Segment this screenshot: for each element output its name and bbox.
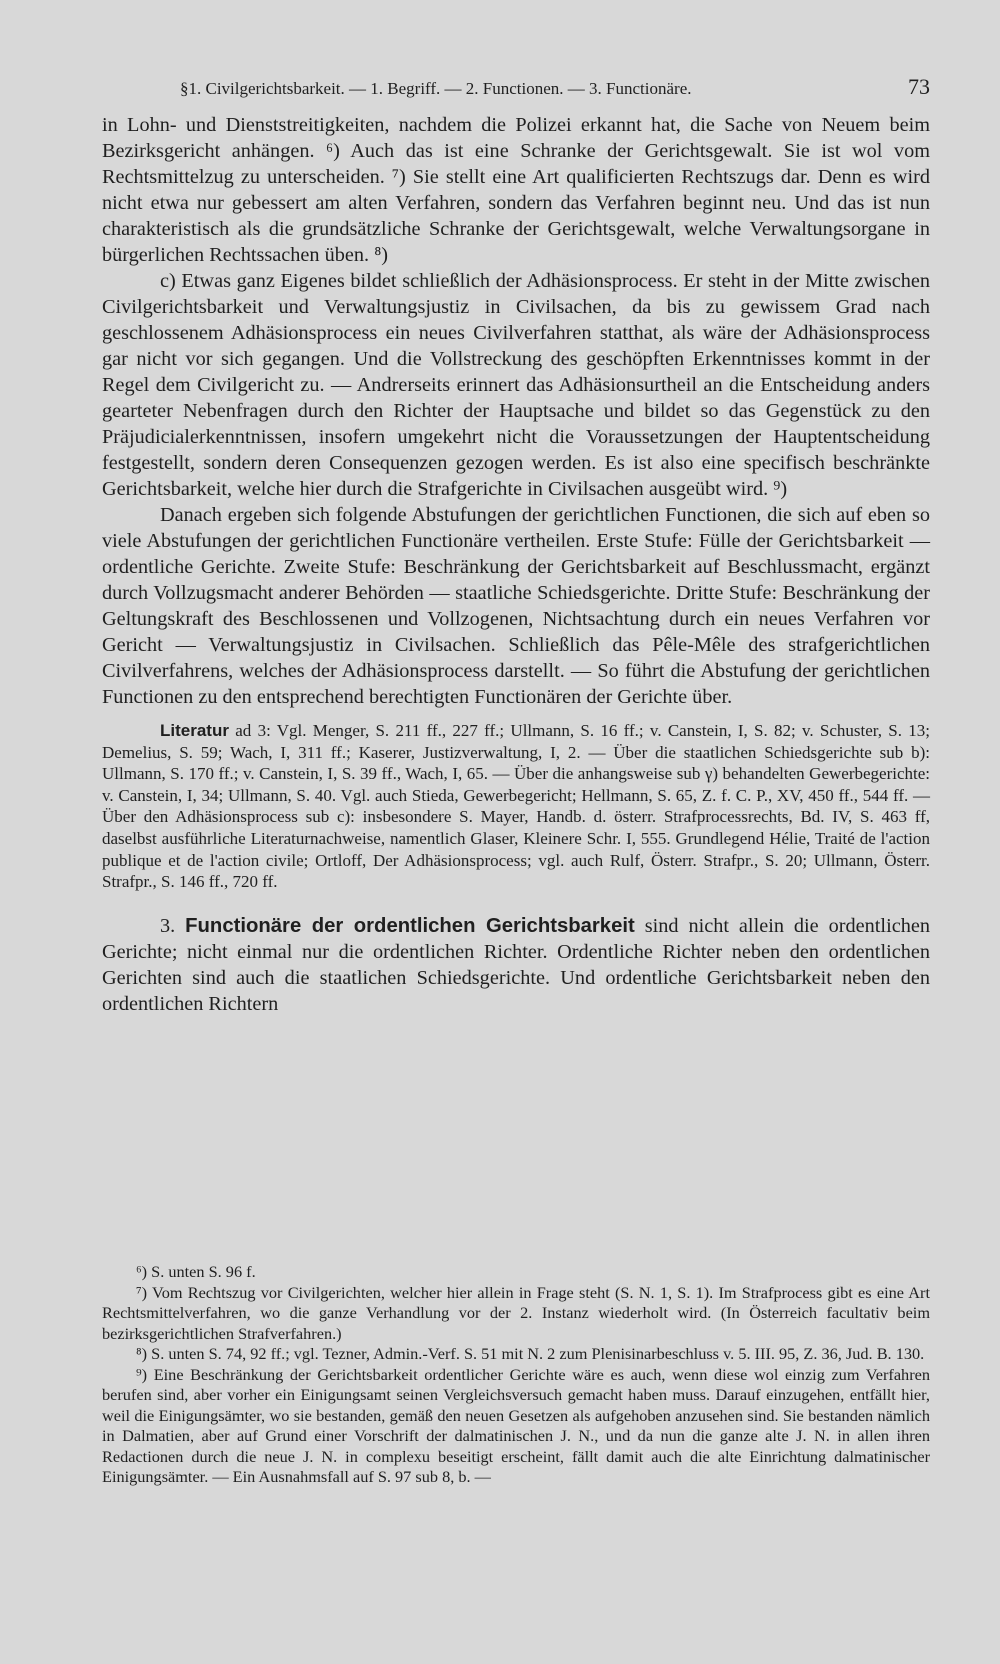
section-text: sind nicht allein die ordentlichen Gerichte; nicht einmal nur die ordentlichen Richter. Ordentliche Richter neben den ordentlichen Gerichten sind auch die staatlichen Schiedsgerichte. Und ordentliche Gerichtsbarkeit neben den ordentlichen Richtern bbox=[102, 914, 930, 1015]
section-heading: Functionäre der ordentlichen Gerichtsbarkeit bbox=[185, 914, 635, 937]
paragraph-3: Danach ergeben sich folgende Abstufungen der gerichtlichen Functionen, die sich auf eben so viele Abstufungen der gerichtlichen Functionäre vertheilen. Erste Stufe: Fülle der Gerichtsbarkeit — ordentliche Gerichte. Zweite Stufe: Beschränkung der Gerichtsbarkeit auf Beschlussmacht, ergänzt durch Vollzugsmacht anderer Behörden — staatliche Schiedsgerichte. Dritte Stufe: Beschränkung der Geltungskraft des Beschlossenen und Vollzogenen, Nichtsachtung durch ein neues Verfahren vor Gericht — Verwaltungsjustiz in Civilsachen. Schließlich das Pêle-Mêle des strafgerichtlichen Civilverfahrens, welches der Adhäsionsprocess darstellt. — So führt die Abstufung der gerichtlichen Functionen zu den entsprechend berechtigten Functionären der Gerichte über. bbox=[102, 504, 930, 708]
paragraph-2: c) Etwas ganz Eigenes bildet schließlich der Adhäsionsprocess. Er steht in der Mitte zwischen Civilgerichtsbarkeit und Verwaltungsjustiz in Civilsachen, da bis zu gewissem Grad nach geschlossenem Adhäsionsprocess ein neues Civilverfahren statthat, als wäre der Adhäsionsprocess gar nicht vor sich gegangen. Und die Vollstreckung des geschöpften Erkenntnisses kommt in der Regel dem Civilgericht zu. — Andrerseits erinnert das Adhäsionsurtheil an die Entscheidung anders gearteter Nebenfragen durch den Richter der Hauptsache und bildet so das Gegenstück zu den Präjudicialerkenntnissen, insofern umgekehrt nicht die Voraussetzungen der Hauptentscheidung festgestellt, sondern deren Consequenzen gezogen werden. Es ist also eine specifisch beschränkte Gerichtsbarkeit, welche hier durch die Strafgerichte in Civilsachen ausgeübt wird. ⁹) bbox=[102, 270, 930, 500]
footnotes bbox=[102, 1262, 930, 1488]
page-number: 73 bbox=[908, 74, 930, 99]
paragraph-1: in Lohn- und Dienststreitigkeiten, nachdem die Polizei erkannt hat, die Sache von Neuem beim Bezirksgericht anhängen. ⁶) Auch das ist eine Schranke der Gerichtsgewalt. Sie ist wol vom Rechtsmittelzug zu unterscheiden. ⁷) Sie stellt eine Art qualificierten Rechtszugs dar. Denn es wird nicht etwa nur gebessert am alten Verfahren, sondern das Verfahren beginnt neu. Und das ist nun charakteristisch als die grundsätzliche Schranke der Gerichtsgewalt, welche Verwaltungsorgane in bürgerlichen Rechtssachen üben. ⁸) bbox=[102, 114, 930, 266]
literature-text: ad 3: Vgl. Menger, S. 211 ff., 227 ff.; Ullmann, S. 16 ff.; v. Canstein, I, S. 82; v. Schuster, S. 13; Demelius, S. 59; Wach, I, 311 ff.; Kaserer, Justizverwaltung, I, 2. — Über die staatlichen Schiedsgerichte sub b): Ullmann, S. 170 ff.; v. Canstein, I, S. 39 ff., Wach, I, 65. — Über die anhangsweise sub γ) behandelten Gewerbegerichte: v. Canstein, I, 34; Ullmann, S. 40. Vgl. auch Stieda, Gewerbegericht; Hellmann, S. 65, Z. f. C. P., XV, 450 ff., 544 ff. — Über den Adhäsionsprocess sub c): insbesondere S. Mayer, Handb. d. österr. Strafprocessrechts, Bd. IV, S. 463 ff, daselbst ausführliche Literaturnachweise, namentlich Glaser, Kleinere Schr. I, 555. Grundlegend Hélie, Traité de l'action publique et de l'action civile; Ortloff, Der Adhäsionsprocess; vgl. auch Rulf, Österr. Strafpr., S. 20; Ullmann, Österr. Strafpr., S. 146 ff., 720 ff. bbox=[102, 721, 931, 892]
literature-label: Literatur bbox=[160, 721, 229, 740]
literature-note bbox=[102, 720, 930, 893]
running-head-title: §1. Civilgerichtsbarkeit. — 1. Begriff. — 2. Functionen. — 3. Functionäre. bbox=[180, 79, 692, 98]
running-head bbox=[102, 74, 930, 100]
footnote-6: ⁶) S. unten S. 96 f. bbox=[136, 1262, 256, 1281]
footnote-9: ⁹) Eine Beschränkung der Gerichtsbarkeit ordentlicher Gerichte wäre es auch, wenn diese wol einzig zum Verfahren berufen sind, aber vorher ein Einigungsamt seinen Vergleichsversuch gemacht haben muss. Darauf einzugehen, entfällt hier, weil die Einigungsämter, wo sie bestanden, gemäß den neuen Gesetzen als aufgehoben anzusehen sind. Sie bestanden nämlich in Dalmatien, aber auf Grund einer Vorschrift der dalmatinischen J. N., und da nun die ganze alte J. N. in allen ihren Redactionen durch die neue J. N. in complexu beseitigt erscheint, fällt damit auch die alte Einrichtung dalmatinischer Einigungsämter. — Ein Ausnahmsfall auf S. 97 sub 8, b. — bbox=[102, 1364, 930, 1486]
section-3 bbox=[102, 913, 930, 1017]
footnote-7: ⁷) Vom Rechtszug vor Civilgerichten, welcher hier allein in Frage steht (S. N. 1, S. 1). Im Strafprocess gibt es eine Art Rechtsmittelverfahren, wo die ganze Verhandlung vor der 2. Instanz wiederholt wird. (In Österreich facultativ beim bezirksgerichtlichen Strafverfahren.) bbox=[102, 1282, 930, 1343]
section-number: 3. bbox=[160, 914, 176, 937]
footnote-8: ⁸) S. unten S. 74, 92 ff.; vgl. Tezner, Admin.-Verf. S. 51 mit N. 2 zum Plenisinarbeschluss v. 5. III. 95, Z. 36, Jud. B. 130. bbox=[136, 1344, 925, 1363]
